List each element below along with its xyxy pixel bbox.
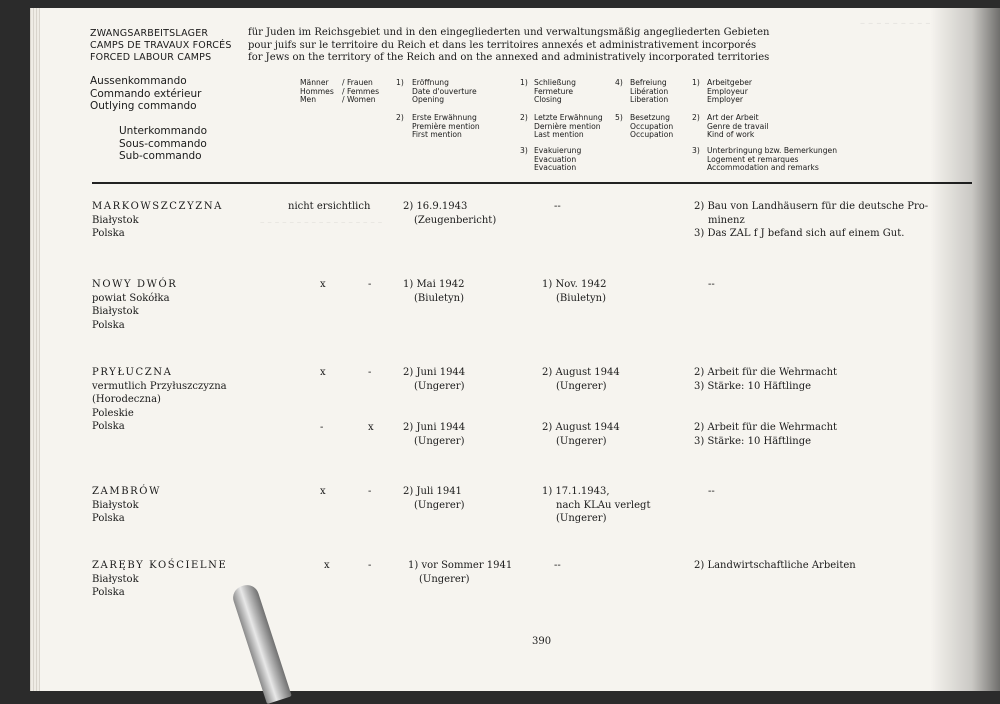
accommodation-header [707,147,837,173]
accommodation-en: Accommodation and remarks [707,163,819,173]
occupation-en: Occupation [630,130,674,140]
camp-country: Polska [92,421,125,432]
liberation-header-num: 4) [615,78,623,87]
remarks: -- [708,486,715,497]
occupation-de: Besetzung [630,113,670,122]
gender-note: nicht ersichtlich [288,201,371,212]
women-mark: x [368,422,374,433]
men-mark: - [320,422,324,433]
accommodation-fr: Logement et remarques [707,154,799,164]
men-de: Männer [300,78,329,87]
opening-source: (Biuletyn) [414,292,465,304]
evacuation-fr: Evacuation [534,154,577,164]
camp-country: Polska [92,587,125,598]
employer-fr: Employeur [707,86,748,96]
camp-type-en: FORCED LABOUR CAMPS [90,52,212,63]
remark-line: 2) Arbeit für die Wehrmacht [694,367,838,378]
evacuation-en: Evacuation [534,163,577,173]
sub-commando-en: Sub-commando [119,150,202,162]
evacuation-header-num: 3) [520,146,528,155]
opening-de: Eröffnung [412,78,449,87]
last-mention-fr: Dernière mention [534,121,601,131]
closing-source: (Ungerer) [556,513,607,524]
camp-country: Polska [92,319,125,331]
opening-source: (Ungerer) [419,573,470,585]
sub-commando-de: Unterkommando [119,125,207,137]
opening-date [403,278,464,305]
camp-entry-zambrow [92,485,161,526]
closing-date [542,278,606,305]
kind-of-work-en: Kind of work [707,130,755,140]
outlying-commando-label [90,75,201,113]
closing-value: 1) 17.1.1943, [542,486,610,497]
description-de: für Juden im Reichsgebiet und in den eingegliederten und verwaltungsmäßig angegliederten Gebieten [248,27,770,38]
opening-value: 2) Juni 1944 [403,367,466,378]
employer-en: Employer [707,95,744,105]
closing-header [534,79,576,105]
evacuation-de: Evakuierung [534,146,582,155]
remark-line: 3) Stärke: 10 Häftlinge [694,380,812,392]
opening-value: 2) Juni 1944 [403,422,466,433]
remarks: -- [708,279,715,290]
camp-name: PRYŁUCZNA [92,367,173,378]
last-mention-en: Last mention [534,130,584,140]
sub-commando-fr: Sous-commando [119,137,207,150]
camp-location: Białystok [92,306,139,317]
closing-source: (Biuletyn) [556,292,607,304]
opening-source: (Ungerer) [414,499,465,511]
kind-of-work-header [707,114,768,140]
remarks: 2) Landwirtschaftliche Arbeiten [694,560,856,571]
men-mark: x [324,560,330,571]
bleed-through-text: – – – – – – – – – – – – – – – – – [260,218,383,228]
men-column-header [300,79,334,105]
remark-line: 2) Arbeit für die Wehrmacht [694,422,838,433]
first-mention-en: First mention [412,130,462,140]
description-fr: pour juifs sur le territoire du Reich et dans les territoires annexés et administrativement incorporés [248,39,757,51]
occupation-header [630,114,673,140]
camp-location: Białystok [92,573,139,585]
outlying-commando-de: Aussenkommando [90,75,187,87]
women-mark: - [368,560,372,571]
opening-value: 2) 16.9.1943 [403,201,468,212]
opening-source: (Ungerer) [414,435,465,447]
men-mark: x [320,486,326,497]
camp-entry-zareby-koscielne [92,559,227,600]
opening-date [403,421,465,448]
page-number: 390 [532,636,552,647]
opening-fr: Date d'ouverture [412,86,477,96]
camp-location: Białystok [92,214,139,226]
liberation-header [630,79,668,105]
remarks [694,366,837,393]
header-divider [92,182,972,184]
employer-de: Arbeitgeber [707,78,753,87]
camp-entry-markowszczyzna [92,200,223,241]
closing-value: 2) August 1944 [542,422,620,433]
sub-commando-label [119,125,207,163]
kind-of-work-de: Art der Arbeit [707,113,759,122]
book-page [40,8,1000,691]
accommodation-header-num: 3) [692,146,700,155]
first-mention-header-num: 2) [396,113,404,122]
closing-date [542,421,620,448]
page-gutter-shadow [930,8,1000,691]
remarks [694,200,928,241]
description-en: for Jews on the territory of the Reich and on the annexed and administratively incorporated territories [248,52,770,63]
opening-value: 2) Juli 1941 [403,486,462,497]
camp-region: Poleskie [92,407,134,419]
opening-source: (Ungerer) [414,380,465,392]
employer-header-num: 1) [692,78,700,87]
remarks [694,421,837,448]
camp-type-de: ZWANGSARBEITSLAGER [90,28,209,39]
closing-value: 2) August 1944 [542,367,620,378]
employer-header [707,79,752,105]
opening-date [403,200,496,227]
evacuation-header [534,147,581,173]
women-mark: - [368,279,372,290]
last-mention-header [534,114,603,140]
closing-date [542,485,650,526]
remark-line: 2) Bau von Landhäusern für die deutsche Pro- [694,201,929,212]
camp-district: powiat Sokółka [92,292,170,304]
camp-entry-nowy-dwor [92,278,177,332]
women-fr: / Femmes [342,86,380,96]
kind-of-work-fr: Genre de travail [707,121,769,131]
camp-type-heading [90,28,232,64]
camp-type-fr: CAMPS DE TRAVAUX FORCÉS [90,40,232,51]
last-mention-de: Letzte Erwähnung [534,113,603,122]
women-en: / Women [342,95,376,105]
opening-date [408,559,512,586]
men-fr: Hommes [300,86,334,96]
first-mention-fr: Première mention [412,121,480,131]
closing-en: Closing [534,95,562,105]
opening-date [403,485,464,512]
last-mention-header-num: 2) [520,113,528,122]
camp-name: NOWY DWÓR [92,279,178,290]
remark-line: 3) Das ZAL f J befand sich auf einem Gut. [694,228,905,239]
camp-description [248,27,769,65]
opening-en: Opening [412,95,445,105]
remark-line: 3) Stärke: 10 Häftlinge [694,435,812,447]
first-mention-de: Erste Erwähnung [412,113,477,122]
opening-value: 1) Mai 1942 [403,279,465,290]
accommodation-de: Unterbringung bzw. Bemerkungen [707,146,838,155]
camp-location: Białystok [92,499,139,511]
camp-alt-name-2: (Horodeczna) [92,394,161,405]
opening-source: (Zeugenbericht) [414,214,497,226]
women-column-header [342,79,379,105]
men-en: Men [300,95,317,105]
first-mention-header [412,114,480,140]
closing-date [542,366,620,393]
kind-of-work-header-num: 2) [692,113,700,122]
occupation-header-num: 5) [615,113,623,122]
closing-de: Schließung [534,78,576,87]
liberation-fr: Libération [630,86,669,96]
bleed-through-text: – – – – – – – – – [860,18,931,29]
men-mark: x [320,279,326,290]
closing-source: (Ungerer) [556,380,607,392]
women-mark: - [368,367,372,378]
outlying-commando-en: Outlying commando [90,100,197,112]
occupation-fr: Occupation [630,121,674,131]
liberation-de: Befreiung [630,78,667,87]
women-mark: - [368,486,372,497]
camp-name: ZARĘBY KOŚCIELNE [92,560,228,571]
closing-fr: Fermeture [534,86,574,96]
camp-name: ZAMBRÓW [92,486,161,497]
opening-header [412,79,477,105]
opening-header-num: 1) [396,78,404,87]
women-de: / Frauen [342,78,373,87]
outlying-commando-fr: Commando extérieur [90,87,202,100]
opening-value: 1) vor Sommer 1941 [408,560,513,571]
camp-country: Polska [92,513,125,524]
closing-value: 1) Nov. 1942 [542,279,607,290]
opening-date [403,366,465,393]
closing-note: nach KLAu verlegt [556,499,651,511]
closing-header-num: 1) [520,78,528,87]
men-mark: x [320,367,326,378]
camp-country: Polska [92,228,125,239]
remark-line: minenz [708,214,745,226]
camp-name: MARKOWSZCZYZNA [92,201,223,212]
closing-date: -- [554,201,561,212]
camp-alt-name: vermutlich Przyłuszczyzna [92,380,227,392]
liberation-en: Liberation [630,95,669,105]
closing-date: -- [554,560,561,571]
camp-entry-pryluczna [92,366,227,434]
closing-source: (Ungerer) [556,435,607,447]
